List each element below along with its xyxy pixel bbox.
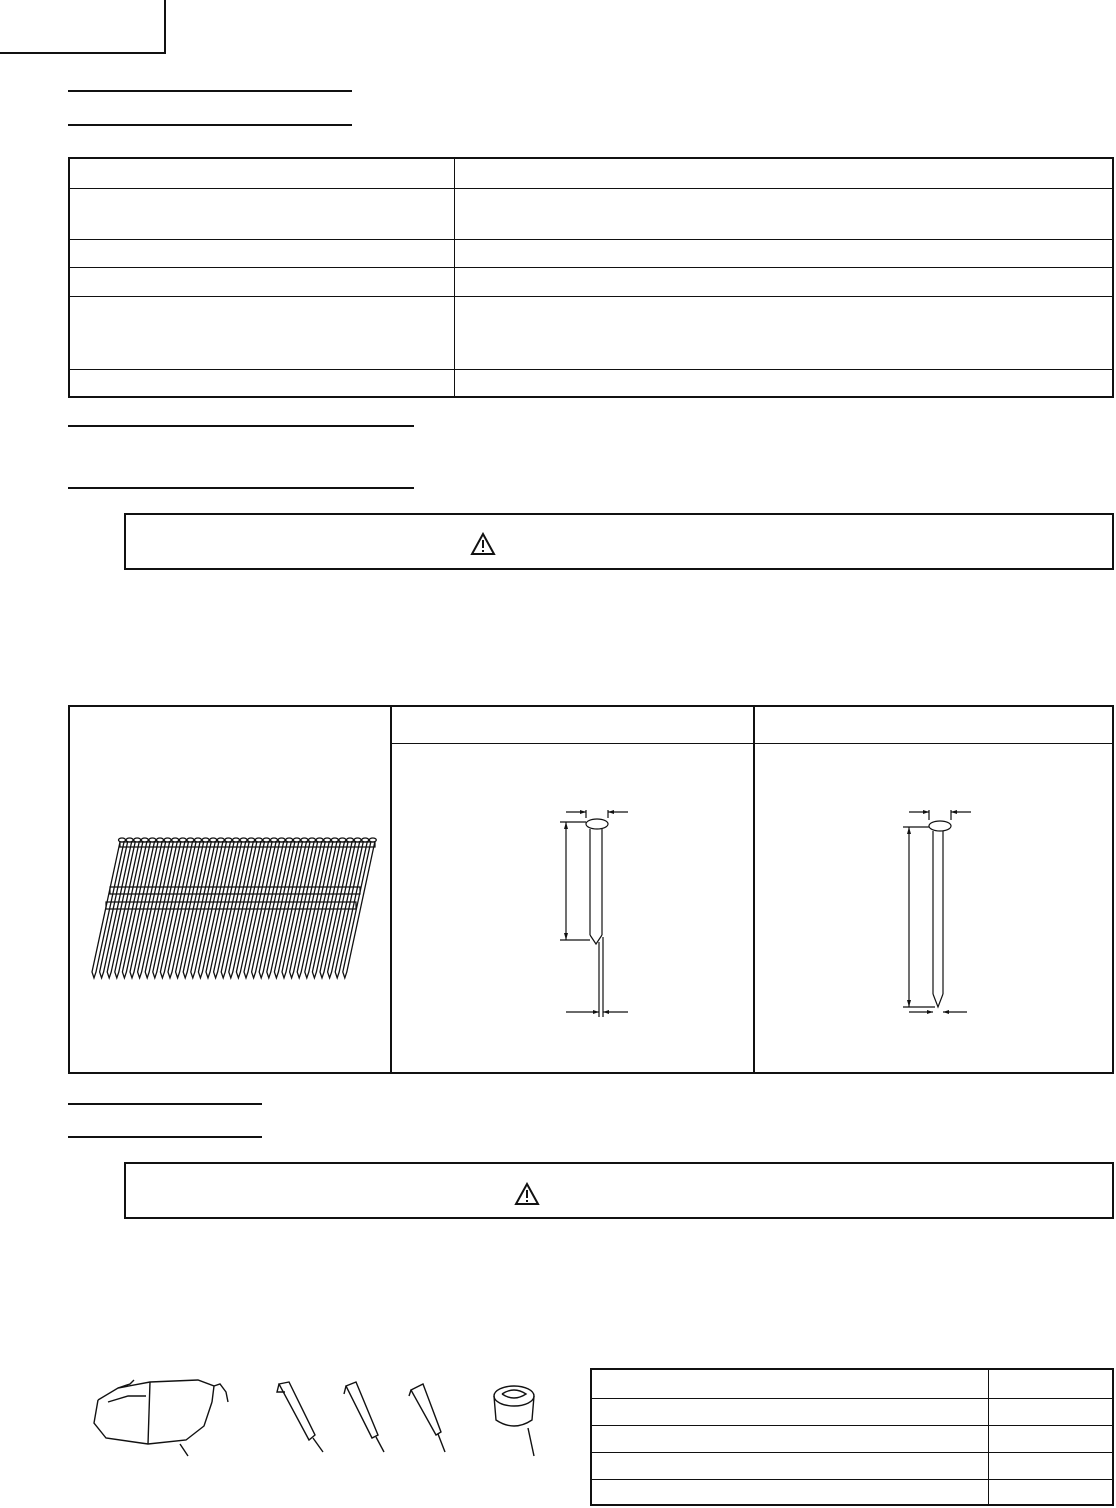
safety-glasses-icon [88,1378,238,1458]
accessory-name [591,1479,989,1505]
collated-nail-head [362,838,369,842]
collated-nail-head [217,838,224,842]
collated-nail-head [141,838,148,842]
collated-nail-head [309,838,316,842]
collated-nail-head [248,838,255,842]
collated-nail-head [195,838,202,842]
accessories-heading [68,1101,262,1139]
hex-bar-wrench-small-icon [407,1380,457,1455]
collated-nail-head [347,838,354,842]
collated-nail-head [369,838,376,842]
header-divider [390,743,1112,744]
spec-value [455,239,1114,267]
accessory-name [591,1369,989,1398]
spec-row [69,369,1113,397]
collated-nail-head [263,838,270,842]
nail-selection-heading [68,423,414,461]
collated-nail-head [278,838,285,842]
accessory-qty [989,1425,1114,1452]
collated-nail-head [339,838,346,842]
collated-nail-head [157,838,164,842]
spec-row [69,158,1113,188]
spec-value [455,369,1114,397]
ring-shank-nail-icon [895,802,995,1027]
spec-row [69,188,1113,239]
collated-nail-head [164,838,171,842]
accessory-qty [989,1452,1114,1479]
collated-nail-shank [92,842,124,978]
nose-cap-icon [488,1378,548,1458]
accessory-warning-box [124,1162,1114,1219]
accessory-name [591,1452,989,1479]
collated-nail-head [187,838,194,842]
specifications-table [68,157,1114,398]
collated-nail-head [119,838,126,842]
accessory-qty [989,1398,1114,1425]
collated-nail-head [233,838,240,842]
collated-nail-head [179,838,186,842]
collated-nail-head [240,838,247,842]
hex-bar-wrench-large-icon [275,1380,335,1455]
accessory-row [591,1398,1113,1425]
accessories-table [590,1368,1114,1506]
collated-nail-head [324,838,331,842]
spec-row [69,267,1113,296]
spec-value [455,158,1114,188]
spec-value [455,188,1114,239]
collated-nail-head [255,838,262,842]
accessory-row [591,1452,1113,1479]
spec-row [69,296,1113,369]
spec-row [69,239,1113,267]
page-number-tab [0,0,166,54]
nail-warning-box [124,513,1114,570]
spec-label [69,239,455,267]
collated-nail-head [301,838,308,842]
collated-nail-head [354,838,361,842]
column-divider [753,707,755,1072]
warning-triangle-icon [470,532,496,556]
accessory-qty [989,1479,1114,1505]
spec-label [69,296,455,369]
accessory-row [591,1369,1113,1398]
hex-bar-wrench-medium-icon [342,1380,392,1455]
spec-value [455,296,1114,369]
spec-label [69,369,455,397]
collated-nail-head [225,838,232,842]
collated-nail-head [286,838,293,842]
collated-nail-head [202,838,209,842]
collated-nail-head [271,838,278,842]
spec-label [69,267,455,296]
spec-value [455,267,1114,296]
accessory-row [591,1479,1113,1505]
collated-nail-head [149,838,156,842]
collated-nail-head [316,838,323,842]
collated-nail-head [126,838,133,842]
nail-selection-table [68,705,1114,1074]
collated-nail-head [172,838,179,842]
specifications-heading [68,88,352,126]
collated-nail-head [134,838,141,842]
spec-label [69,188,455,239]
column-divider [390,707,392,1072]
warning-triangle-icon [514,1182,540,1206]
collated-nail-head [331,838,338,842]
accessory-row [591,1425,1113,1452]
accessory-name [591,1425,989,1452]
accessory-qty [989,1369,1114,1398]
smooth-shank-nail-icon [540,802,640,1027]
collated-nail-strip-icon [90,832,380,982]
spec-label [69,158,455,188]
accessory-name [591,1398,989,1425]
collated-nail-head [210,838,217,842]
collated-nail-head [293,838,300,842]
